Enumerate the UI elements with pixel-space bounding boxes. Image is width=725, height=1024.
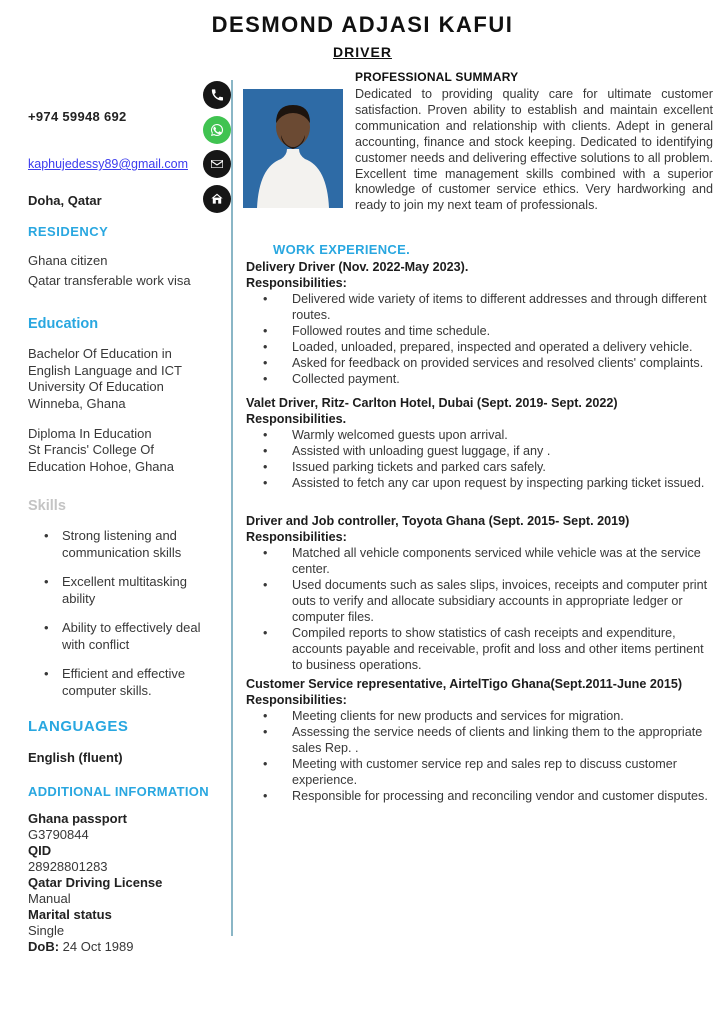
education-line: English Language and ICT — [28, 362, 182, 378]
phone-number: +974 59948 692 — [28, 109, 127, 124]
job-bullet: • Issued parking tickets and parked cars safely. — [246, 459, 716, 475]
languages-heading: LANGUAGES — [28, 717, 129, 735]
home-icon — [203, 185, 231, 213]
job-bullet: • Compiled reports to show statistics of cash receipts and expenditure, accounts payable and receivable, profit and loss and other items pertinent to business operations. — [246, 625, 716, 673]
residency-items — [28, 251, 220, 291]
education-entry — [28, 346, 220, 412]
job-bullet: • Collected payment. — [246, 371, 716, 387]
dob-row — [28, 939, 220, 955]
candidate-role: DRIVER — [333, 44, 392, 60]
field-value: Manual — [28, 890, 71, 906]
job-bullet: • Responsible for processing and reconciling vendor and customer disputes. — [246, 788, 716, 804]
education-line: University Of Education — [28, 379, 164, 394]
vertical-divider — [231, 80, 233, 936]
job-bullet-list — [246, 545, 716, 673]
job-bullet-list — [246, 708, 716, 804]
dob-value: 24 Oct 1989 — [59, 938, 134, 954]
skills-list — [28, 527, 220, 699]
summary-heading: PROFESSIONAL SUMMARY — [355, 70, 519, 84]
additional-info-heading: ADDITIONAL INFORMATION — [28, 783, 209, 799]
field-label: Qatar Driving License — [28, 874, 163, 890]
phone-icon — [203, 81, 231, 109]
language-item: English (fluent) — [28, 749, 123, 765]
skill-item: • Strong listening and communication skills — [28, 527, 220, 561]
summary-text: Dedicated to providing quality care for ultimate customer satisfaction. Proven ability to establish and maintain excellent communication and relationship with clients. Adept in general accounting, finance and stock keeping. Dedicated to identifying customer needs and delivering effective solutions to all problem. Excellent time management skills combined with a superior knowledge of customer service ethics. Very hardworking and ready to join my next team of professionals. — [355, 87, 713, 213]
job-title: Driver and Job controller, Toyota Ghana (Sept. 2015- Sept. 2019) — [246, 514, 630, 528]
job-bullet: • Warmly welcomed guests upon arrival. — [246, 427, 716, 443]
residency-heading: RESIDENCY — [28, 224, 109, 239]
sidebar — [28, 100, 220, 955]
job-title: Valet Driver, Ritz- Carlton Hotel, Dubai (Sept. 2019- Sept. 2022) — [246, 396, 618, 410]
job-entry — [246, 513, 716, 673]
field-value: Single — [28, 922, 65, 938]
additional-info-fields — [28, 811, 220, 955]
job-entry — [246, 395, 716, 491]
education-line: St Francis' College Of — [28, 442, 155, 457]
field-label: QID — [28, 842, 52, 858]
job-bullet: • Assisted with unloading guest luggage, if any . — [246, 443, 716, 459]
job-bullet: • Meeting with customer service rep and sales rep to discuss customer experience. — [246, 756, 716, 788]
job-bullet: • Assessing the service needs of clients and linking them to the appropriate sales Rep. . — [246, 724, 716, 756]
job-bullet: • Asked for feedback on provided services and resolved clients' complaints. — [246, 355, 716, 371]
field-value: G3790844 — [28, 826, 89, 842]
job-bullet-list — [246, 427, 716, 491]
job-entry — [246, 259, 716, 387]
location-text: Doha, Qatar — [28, 193, 102, 208]
work-experience-heading: WORK EXPERIENCE. — [273, 242, 410, 257]
professional-summary-section — [355, 70, 713, 214]
responsibilities-label: Responsibilities: — [246, 276, 347, 290]
candidate-name: DESMOND ADJASI KAFUI — [211, 12, 514, 37]
field-value: 28928801283 — [28, 858, 108, 874]
education-line: Education Hohoe, Ghana — [28, 458, 174, 474]
education-line: Winneba, Ghana — [28, 395, 126, 411]
responsibilities-label: Responsibilities. — [246, 412, 347, 426]
skill-item: • Excellent multitasking ability — [28, 573, 220, 607]
education-heading: Education — [28, 316, 99, 332]
field-label: Ghana passport — [28, 810, 127, 826]
skill-item: • Ability to effectively deal with conflict — [28, 619, 220, 653]
job-bullet: • Matched all vehicle components serviced while vehicle was at the service center. — [246, 545, 716, 577]
job-bullet: • Assisted to fetch any car upon request by inspecting parking ticket issued. — [246, 475, 716, 491]
email-icon — [203, 150, 231, 178]
job-title: Delivery Driver (Nov. 2022-May 2023). — [246, 260, 469, 274]
job-title: Customer Service representative, AirtelTigo Ghana(Sept.2011-June 2015) — [246, 677, 683, 691]
job-bullet-list — [246, 291, 716, 387]
skill-item: • Efficient and effective computer skills. — [28, 665, 220, 699]
responsibilities-label: Responsibilities: — [246, 530, 347, 544]
job-entry — [246, 676, 716, 804]
contact-icon-rail — [203, 81, 231, 219]
portrait-illustration — [243, 89, 343, 208]
whatsapp-icon — [203, 116, 231, 144]
email-link[interactable]: kaphujedessy89@gmail.com — [28, 157, 188, 171]
residency-item: Ghana citizen — [28, 253, 108, 268]
education-line: Bachelor Of Education in — [28, 346, 172, 361]
resume-header — [0, 12, 725, 60]
job-bullet: • Meeting clients for new products and services for migration. — [246, 708, 716, 724]
work-experience-section — [246, 242, 716, 804]
job-bullet: • Followed routes and time schedule. — [246, 323, 716, 339]
residency-item: Qatar transferable work visa — [28, 273, 191, 288]
education-line: Diploma In Education — [28, 425, 152, 441]
skills-heading: Skills — [28, 497, 66, 514]
email-row — [28, 155, 220, 173]
job-bullet: • Used documents such as sales slips, invoices, receipts and computer print outs to verify and allocate subsidiary accounts in appropriate ledger or computer files. — [246, 577, 716, 625]
responsibilities-label: Responsibilities: — [246, 693, 347, 707]
dob-label: DoB: — [28, 938, 60, 954]
job-bullet: • Delivered wide variety of items to different addresses and through different routes. — [246, 291, 716, 323]
education-entry — [28, 426, 220, 475]
field-label: Marital status — [28, 906, 112, 922]
candidate-photo — [243, 89, 343, 208]
job-bullet: • Loaded, unloaded, prepared, inspected and operated a delivery vehicle. — [246, 339, 716, 355]
